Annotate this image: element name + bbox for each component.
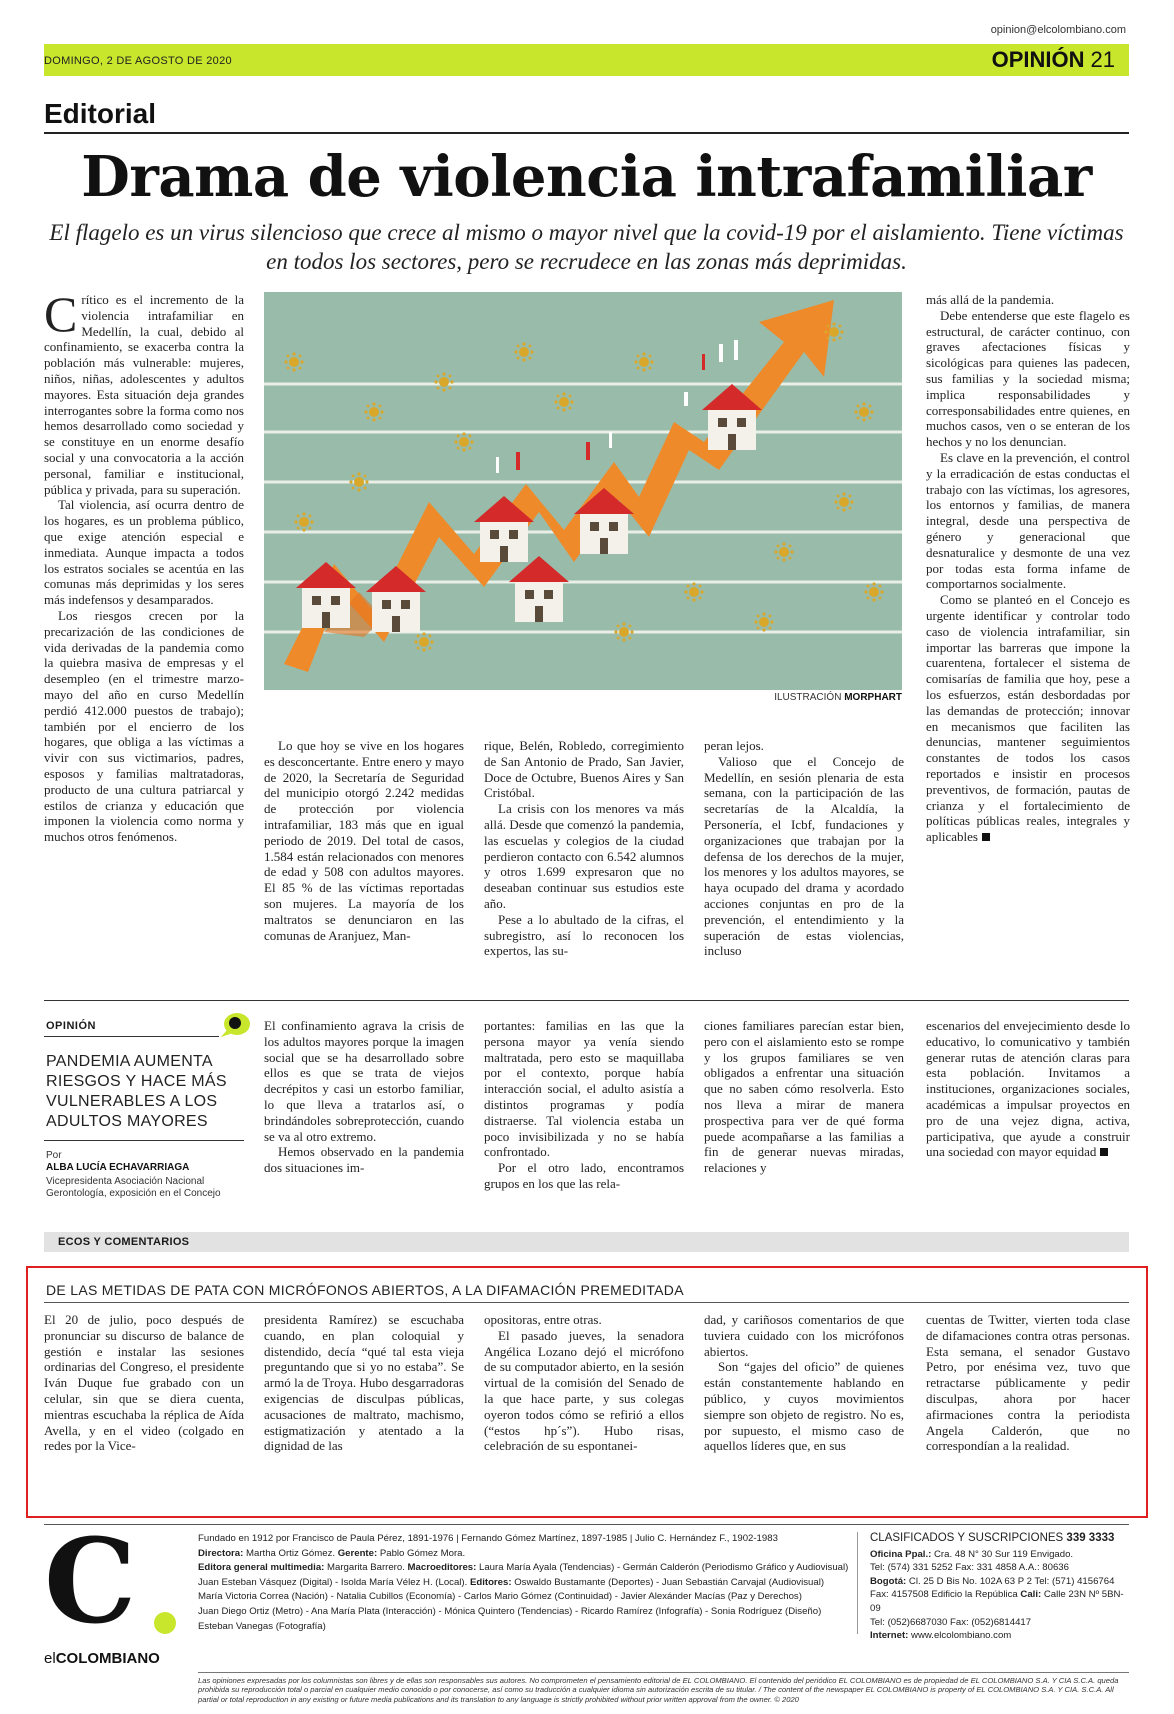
- classifieds-title: [870, 1532, 1130, 1546]
- section-name: [992, 47, 1115, 73]
- kicker-divider: [44, 132, 1129, 134]
- paragraph: Por el otro lado, encontramos grupos en los que las rela-: [484, 1160, 684, 1191]
- editors-line: [198, 1561, 849, 1576]
- paragraph: Son “gajes del oficio” de quienes están constantemente hablando en público, y cuyos movimientos siempre son objeto de registro. No es, por supuesto, el mismo caso de aquellos líderes que, en sus: [704, 1359, 904, 1454]
- founders-line: Fundado en 1912 por Francisco de Paula Pérez, 1891-1976 | Fernando Gómez Martínez, 1897-1985 | Julio C. Hernández F., 1902-1983: [198, 1533, 778, 1544]
- directors-line: [198, 1547, 849, 1562]
- speech-bubble-icon: [219, 1012, 251, 1038]
- ecos-header-band: [44, 1232, 1129, 1252]
- office-label: Bogotá:: [870, 1575, 907, 1587]
- cali-line: [870, 1588, 1130, 1615]
- paragraph: ciones familiares parecían estar bien, pero con el aislamiento esto se rompe y los grupos familiares se ven obligados a enfrentar una situación que no saben cómo resolverla. Esto nos lleva a mirar de manera prospectiva para ver de qué forma puede acompañarse a las familias a fin de generar nuevas miradas, relaciones y: [704, 1018, 904, 1176]
- paragraph: dad, y cariñosos comentarios de que tuviera cuidado con los micrófonos abiertos.: [704, 1312, 904, 1359]
- office-label: Oficina Ppal.:: [870, 1548, 932, 1560]
- paragraph: El pasado jueves, la senadora Angélica Lozano dejó el micrófono de su computador abierto, en la sesión virtual de la comisión del Senado de la que hace parte, y sus colegas oyeron todos cómo se refirió a ellos (“estos hp´s”). Hubo risas, celebración de su espontanei-: [484, 1327, 684, 1454]
- editorial-kicker: Editorial: [44, 98, 157, 129]
- website-link[interactable]: www.elcolombiano.com: [911, 1630, 1012, 1642]
- el-colombiano-logo: [44, 1514, 180, 1668]
- ecos-column-3: [484, 1312, 684, 1508]
- office-line: [870, 1548, 1130, 1562]
- paragraph: Hemos observado en la pandemia dos situaciones im-: [264, 1144, 464, 1176]
- paragraph: Pese a lo abultado de la cifras, el subregistro, así lo reconocen los expertos, las su-: [484, 911, 684, 959]
- opinion-column-2: [484, 1018, 684, 1218]
- classifieds-phone[interactable]: 339 3333: [1066, 1532, 1115, 1544]
- paragraph-text: escenarios del envejecimiento desde lo educativo, lo comunicativo y también generar rutas de atención claras para esta población. Invitamos a instituciones, organizaciones sociales, académicas a impulsar proyectos en pro de una vejez digna, activa, participativa, que ayude a construir una sociedad con mayor equidad: [926, 1018, 1130, 1160]
- office-address: Cl. 25 D Bis No. 102A 63 P 2 Tel: (571) 4156764: [908, 1575, 1115, 1587]
- ecos-column-4: [704, 1312, 904, 1508]
- editors-line: María Victoria Correa (Nación) - Natalia Cubillos (Economía) - Carlos Mario Gómez (Continuidad) - Javier Alexánder Macías (Paz y Derechos): [198, 1591, 802, 1603]
- ecos-column-5: [926, 1312, 1130, 1508]
- section-divider: [44, 1000, 1129, 1001]
- classifieds-info: [870, 1532, 1130, 1643]
- opinion-title-rule: [44, 1140, 244, 1141]
- paragraph: presidenta Ramírez) se escuchaba cuando, en plan coloquial y distendido, decía “qué tal esta vieja preguntando que si yo no estaba”. Se armó la de Troya. Hubo desgarradoras exigencias de disculpas públicas, acusaciones de maltrato, machismo, estigmatización y atentado a la dignidad de las: [264, 1312, 464, 1454]
- end-mark-icon: [1100, 1148, 1108, 1156]
- credit-label: Editora general multimedia:: [198, 1562, 325, 1574]
- paragraph: peran lejos.: [704, 738, 764, 753]
- credit-value: Laura María Ayala (Tendencias) - Germán Calderón (Periodismo Gráfico y Audiovisual): [479, 1562, 849, 1574]
- paragraph: La crisis con los menores va más allá. Desde que comenzó la pandemia, las escuelas y colegios de la ciudad perdieron contacto con 6.542 alumnos y otros 1.699 expresaron que no deseaban continuar sus estudios este año.: [484, 801, 684, 911]
- paragraph: rítico es el incremento de la violencia intrafamiliar en Medellín, la cual, debido al confinamiento, se exacerba contra la población más vulnerable: mujeres, niños, niñas, adolescentes y adultos mayores. Esta situación deja grandes interrogantes sobre la forma como nos hemos desarrollado como sociedad y se constituye en un enorme desafío social y una convocatoria a la acción personal, familiar e institucional, pública y privada, para su superación.: [44, 292, 244, 497]
- editors-line: [198, 1576, 849, 1591]
- paragraph: Lo que hoy se vive en los hogares es desconcertante. Entre enero y mayo de 2020, la Secretaría de Seguridad del municipio otorgó 2.242 medidas de protección por violencia intrafamiliar, 183 más que en igual periodo de 2019. Del total de casos, 1.584 están relacionados con menores de edad y 508 con adultos mayores. El 85 % de las víctimas reportadas son mujeres. La mayoría de los maltratos se denunciaron en las comunas de Aranjuez, Man-: [264, 738, 464, 943]
- cali-phones: Tel: (052)6687030 Fax: (052)6814417: [870, 1616, 1032, 1628]
- end-mark-icon: [982, 833, 990, 841]
- paragraph: El 20 de julio, poco después de pronunciar su discurso de balance de gestión e instalar las sesiones ordinarias del Congreso, el presidente Iván Duque fue grabado con un celular, sin que se diera cuenta, mientras escuchaba la réplica de Aída Avella, y en el video (colgado en redes por la Vice-: [44, 1312, 244, 1454]
- editorial-column-1: [44, 292, 244, 992]
- credit-label: Macroeditores:: [407, 1562, 477, 1574]
- paragraph: [926, 592, 1130, 845]
- contact-email[interactable]: opinion@elcolombiano.com: [990, 24, 1126, 36]
- editorial-headline: Drama de violencia intrafamiliar: [81, 144, 1092, 210]
- logo-dot: [154, 1612, 176, 1634]
- opinion-column-4: [926, 1018, 1130, 1218]
- section-bar: [44, 44, 1129, 76]
- paragraph: Es clave en la prevención, el control y la erradicación de estas conductas el trabajo con las víctimas, los agresores, los entornos y familias, de manera integral, desde una perspectiva de género y generacional que desnaturalice y desmonte de una vez por todas esta forma infame de comportarnos socialmente.: [926, 449, 1130, 592]
- editors-line: Esteban Vanegas (Fotografía): [198, 1620, 326, 1632]
- editorial-column-2: [264, 738, 464, 994]
- ecos-column-1: [44, 1312, 244, 1508]
- opinion-label-rule: [44, 1036, 219, 1037]
- office-address: Calle 23N Nº 5BN-09: [870, 1589, 1124, 1614]
- logo-letter: C: [44, 1514, 137, 1650]
- editorial-column-5: [926, 292, 1130, 996]
- office-label: Cali:: [1020, 1589, 1042, 1601]
- page-number: 21: [1090, 47, 1115, 72]
- credit-label: Directora:: [198, 1547, 244, 1559]
- office-phones: Tel: (574) 331 5252 Fax: 331 4858 A.A.: 80636: [870, 1562, 1069, 1574]
- legal-disclaimer: Las opiniones expresadas por los columnistas son libres y de ellas son responsables sus autores. No comprometen el pensamiento editorial de EL COLOMBIANO. El contenido del periódico EL COLOMBIANO es de propiedad de EL COLOMBIANO S.A. Y CIA S.C.A. queda prohibida su reproducción total o parcial en cualquier medio conocido o por conocerse, así como su traducción a cualquier idioma sin autorización escrita de su titular. / The content of the newspaper EL COLOMBIANO is property of EL COLOMBIANO S.A. Y CIA. S.C.A. All partial or total reproduction in any existing or future media publications and its translation to any language is strictly prohibited without prior written approval from the owner. © 2020: [198, 1676, 1119, 1704]
- credit-prefix: ILUSTRACIÓN: [774, 692, 842, 703]
- logo-wordmark-bold: COLOMBIANO: [55, 1650, 160, 1667]
- office-address: Fax: 4157508 Edificio la República: [870, 1589, 1018, 1601]
- editorial-dek: El flagelo es un virus silencioso que crece al mismo o mayor nivel que la covid-19 por el aislamiento. Tiene víctimas en todos los sectores, pero se recrudece en las zonas más deprimidas.: [49, 220, 1124, 274]
- paragraph: más allá de la pandemia.: [926, 292, 1055, 307]
- logo-wordmark-light: el: [44, 1650, 56, 1667]
- paragraph: cuentas de Twitter, vierten toda clase de difamaciones contra otras personas. Esta semana, el senador Gustavo Petro, por enésima vez, tuvo que retractarse públicamente y pedir disculpas, ahora por hacer afirmaciones contra la periodista Angela Calderón, que no correspondían a la realidad.: [926, 1312, 1130, 1454]
- credit-name: MORPHART: [844, 692, 902, 703]
- ecos-label: ECOS Y COMENTARIOS: [58, 1236, 190, 1248]
- editorial-column-3: [484, 738, 684, 994]
- illustration-credit: [600, 692, 902, 703]
- editorial-column-4: [704, 738, 904, 994]
- credit-value: Martha Ortiz Gómez.: [246, 1547, 336, 1559]
- section-label: OPINIÓN: [991, 47, 1085, 72]
- byline-prefix: Por: [46, 1150, 62, 1161]
- credit-label: Gerente:: [337, 1547, 378, 1559]
- editors-line: Juan Diego Ortiz (Metro) - Ana María Plata (Interacción) - Mónica Quintero (Tendencias) - Ricardo Ramírez (Infografía) - Sonia Rodríguez (Diseño): [198, 1605, 822, 1617]
- footer-divider: [44, 1524, 1129, 1525]
- paragraph: Tal violencia, así ocurra dentro de los hogares, es un problema público, que exige atención especial e inmediata. Aunque impacta a todos los estratos sociales se acentúa en las comunas más deprimidas y los seres más indefensos y desamparados.: [44, 497, 244, 608]
- internet-line: [870, 1629, 1130, 1643]
- paragraph: Los riesgos crecen por la precarización de las condiciones de vida derivadas de la pandemia como la quiebra masiva de empresas y el desempleo (en el trimestre marzo-mayo del año en curso Medellín perdió 412.000 puestos de trabajo); también por el encierro de los hogares, que obliga a las víctimas a vivir con sus victimarios, padres, esposos y familias maltratadoras, producto de una cultura patriarcal y estilos de crianza y educación que imponen la violencia como norma y muchos otros fenómenos.: [44, 607, 244, 845]
- credit-value: Oswaldo Bustamante (Deportes) - Juan Sebastián Carvajal (Audiovisual): [514, 1576, 825, 1588]
- paragraph: portantes: familias en las que la persona mayor ya venía siendo maltratada, pero esto se maquillaba por el contexto, porque había interacción social, el adulto asistía a distintos programas y podía distraerse. Tal violencia estaba un poco invisibilizada y no se había confrontado.: [484, 1018, 684, 1160]
- paragraph: Valioso que el Concejo de Medellín, en sesión plenaria de esta semana, con la participación de las secretarías de la Alcaldía, la Personería, el Icbf, fundaciones y organizaciones que trabajan por la defensa de los derechos de la mujer, los menores y los adultos mayores, se haya ocupado del drama y acordado acciones conjuntas en pro de la prevención, el entendimiento y la superación de estas violencias, incluso: [704, 753, 904, 959]
- drop-cap: C: [44, 292, 78, 342]
- opinion-title: PANDEMIA AUMENTA RIESGOS Y HACE MÁS VULNERABLES A LOS ADULTOS MAYORES: [46, 1053, 227, 1130]
- opinion-column-1: [264, 1018, 464, 1218]
- office-label: Internet:: [870, 1630, 909, 1642]
- disclaimer-divider: [198, 1672, 1129, 1673]
- ecos-title: DE LAS METIDAS DE PATA CON MICRÓFONOS ABIERTOS, A LA DIFAMACIÓN PREMEDITADA: [46, 1282, 684, 1298]
- credit-value: Juan Esteban Vásquez (Digital) - Isolda María Vélez H. (Local).: [198, 1576, 468, 1588]
- ecos-column-2: [264, 1312, 464, 1508]
- paragraph: opositoras, entre otras.: [484, 1312, 602, 1327]
- classifieds-title-text: CLASIFICADOS Y SUSCRIPCIONES: [870, 1532, 1064, 1544]
- issue-date: DOMINGO, 2 DE AGOSTO DE 2020: [44, 55, 232, 67]
- paragraph: rique, Belén, Robledo, corregimiento de San Antonio de Prado, San Javier, Doce de Octubre, Buenos Aires y San Cristóbal.: [484, 738, 684, 801]
- office-address: Cra. 48 N° 30 Sur 119 Envigado.: [933, 1548, 1074, 1560]
- opinion-label: OPINIÓN: [46, 1020, 96, 1032]
- paragraph: Debe entenderse que este flagelo es estructural, de carácter continuo, con graves afectaciones físicas y sicológicas para quienes las padecen, sus familias y la sociedad misma; implica responsabilidades y corresponsabilidades entre quienes, en muchos casos, ven o se enteran de los hechos y no los denuncian.: [926, 307, 1130, 450]
- opinion-column-3: [704, 1018, 904, 1218]
- opinion-author-role: Vicepresidenta Asociación Nacional Gerontología, exposición en el Concejo: [46, 1176, 221, 1199]
- ecos-title-rule: [44, 1302, 1129, 1303]
- credit-label: Editores:: [469, 1576, 512, 1588]
- masthead-credits: [198, 1532, 858, 1634]
- paragraph: [926, 1018, 1130, 1160]
- credit-value: Pablo Gómez Mora.: [379, 1547, 466, 1559]
- opinion-author: ALBA LUCÍA ECHAVARRIAGA: [46, 1162, 190, 1173]
- paragraph: El confinamiento agrava la crisis de los adultos mayores porque la imagen social que se ha desarrollado sobre ellos es que se trata de viejos decrépitos y casi un estorbo familiar, lo que lleva a tratarlos así, o brindándoles sobreprotección, cuando se va al otro extremo.: [264, 1018, 464, 1144]
- paragraph-text: Como se planteó en el Concejo es urgente identificar y controlar todo caso de violencia intrafamiliar, sin importar las barreras que impone la cuarentena, fortalecer el sistema de comisarías de familia que hoy, pese a los esfuerzos, están desbordadas por las demandas de protección; innovar en mecanismos que faciliten las denuncias, mantener seguimientos constantes de todos los casos reportados e insistir en procesos preventivos, de formación, pautas de crianza y el fortalecimiento de políticas públicas reales, integrales y aplicables: [926, 592, 1130, 845]
- credit-value: Margarita Barrero.: [327, 1562, 405, 1574]
- editorial-illustration: [264, 292, 902, 690]
- logo-wordmark: [44, 1650, 160, 1667]
- bogota-line: [870, 1575, 1130, 1589]
